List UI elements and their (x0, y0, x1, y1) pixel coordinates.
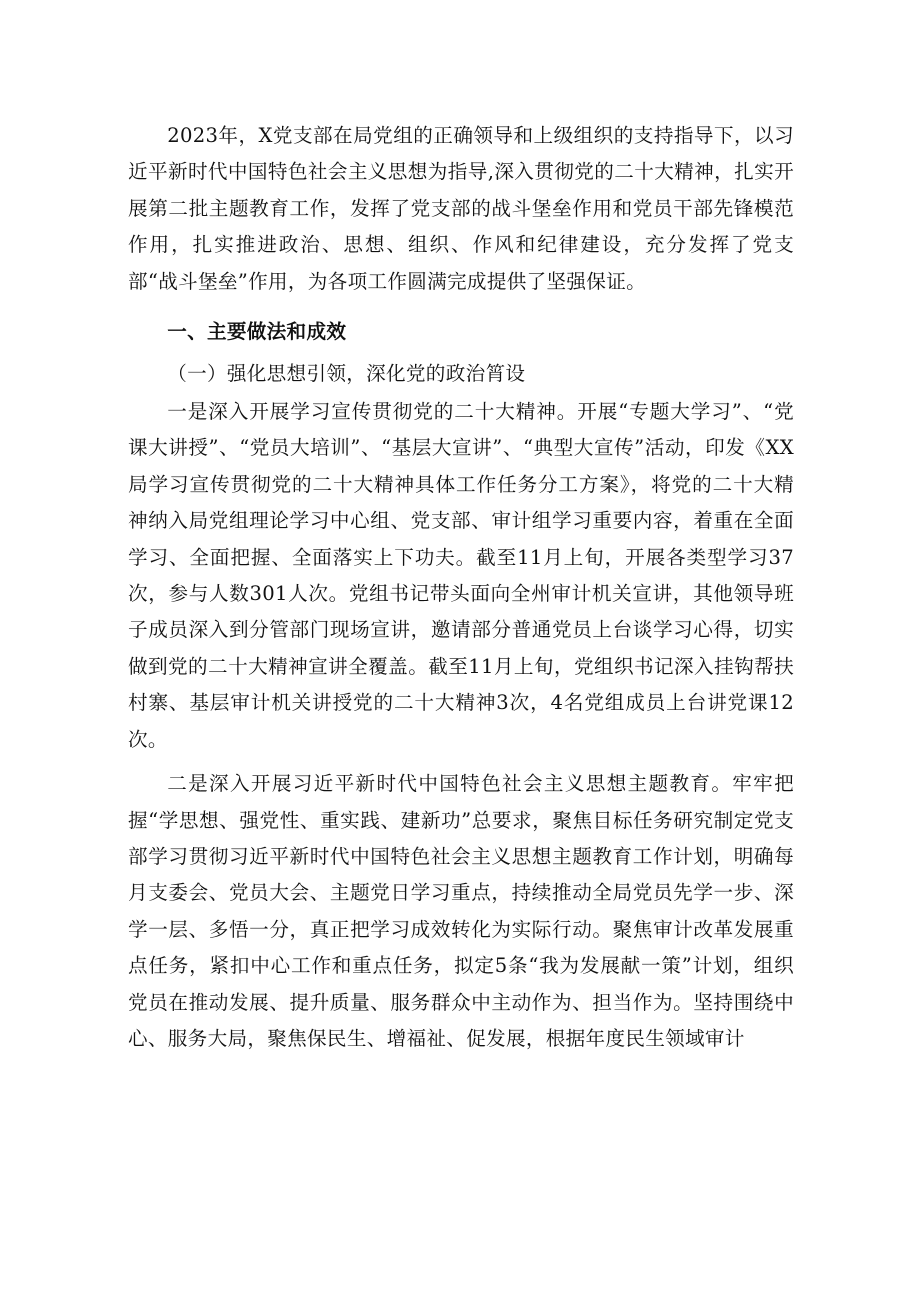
subsection-heading: （一）强化思想引领，深化党的政治筲设 (167, 362, 526, 386)
document-body (128, 118, 794, 1057)
section-heading: 一、主要做法和成效 (167, 320, 347, 344)
intro-paragraph: 2023年，X党支部在局党组的正确领导和上级组织的支持指导下，以习近平新时代中国特色社会主义思想为指导,深入贯彻党的二十大精神，扎实开展第二批主题教育工作，发挥了党支部的战斗堡垒作用和党员干部先锋模范作用，扎实推进政治、思想、组织、作风和纪律建设，充分发挥了党支部“战斗堡垒”作用，为各项工作圆满完成提供了坚强保证。 (128, 124, 794, 293)
body-paragraph-1: 一是深入开展学习宣传贯彻党的二十大精神。开展“专题大学习”、“党课大讲授”、“党员大培训”、“基层大宣讲”、“典型大宣传”活动，印发《XX局学习宣传贯彻党的二十大精神具体工作任务分工方案》，将党的二十大精神纳入局党组理论学习中心组、党支部、审计组学习重要内容，着重在全面学习、全面把握、全面落实上下功夫。截至11月上旬，开展各类型学习37次，参与人数301人次。党组书记带头面向全州审计机关宣讲，其他领导班子成员深入到分管部门现场宣讲，邀请部分普通党员上台谈学习心得，切实做到党的二十大精神宣讲全覆盖。截至11月上旬，党组织书记深入挂钩帮扶村寨、基层审计机关讲授党的二十大精神3次，4名党组成员上台讲党课12次。 (128, 400, 794, 751)
body-paragraph-2: 二是深入开展习近平新时代中国特色社会主义思想主题教育。牢牢把握“学思想、强党性、重实践、建新功”总要求，聚焦目标任务研究制定党支部学习贯彻习近平新时代中国特色社会主义思想主题教育工作计划，明确每月支委会、党员大会、主题党日学习重点，持续推动全局党员先学一步、深学一层、多悟一分，真正把学习成效转化为实际行动。聚焦审计改革发展重点任务，紧扣中心工作和重点任务，拟定5条“我为发展献一策”计划，组织党员在推动发展、提升质量、服务群众中主动作为、担当作为。坚持围绕中心、服务大局，聚焦保民生、增福祉、促发展，根据年度民生领域审计 (128, 772, 794, 1050)
